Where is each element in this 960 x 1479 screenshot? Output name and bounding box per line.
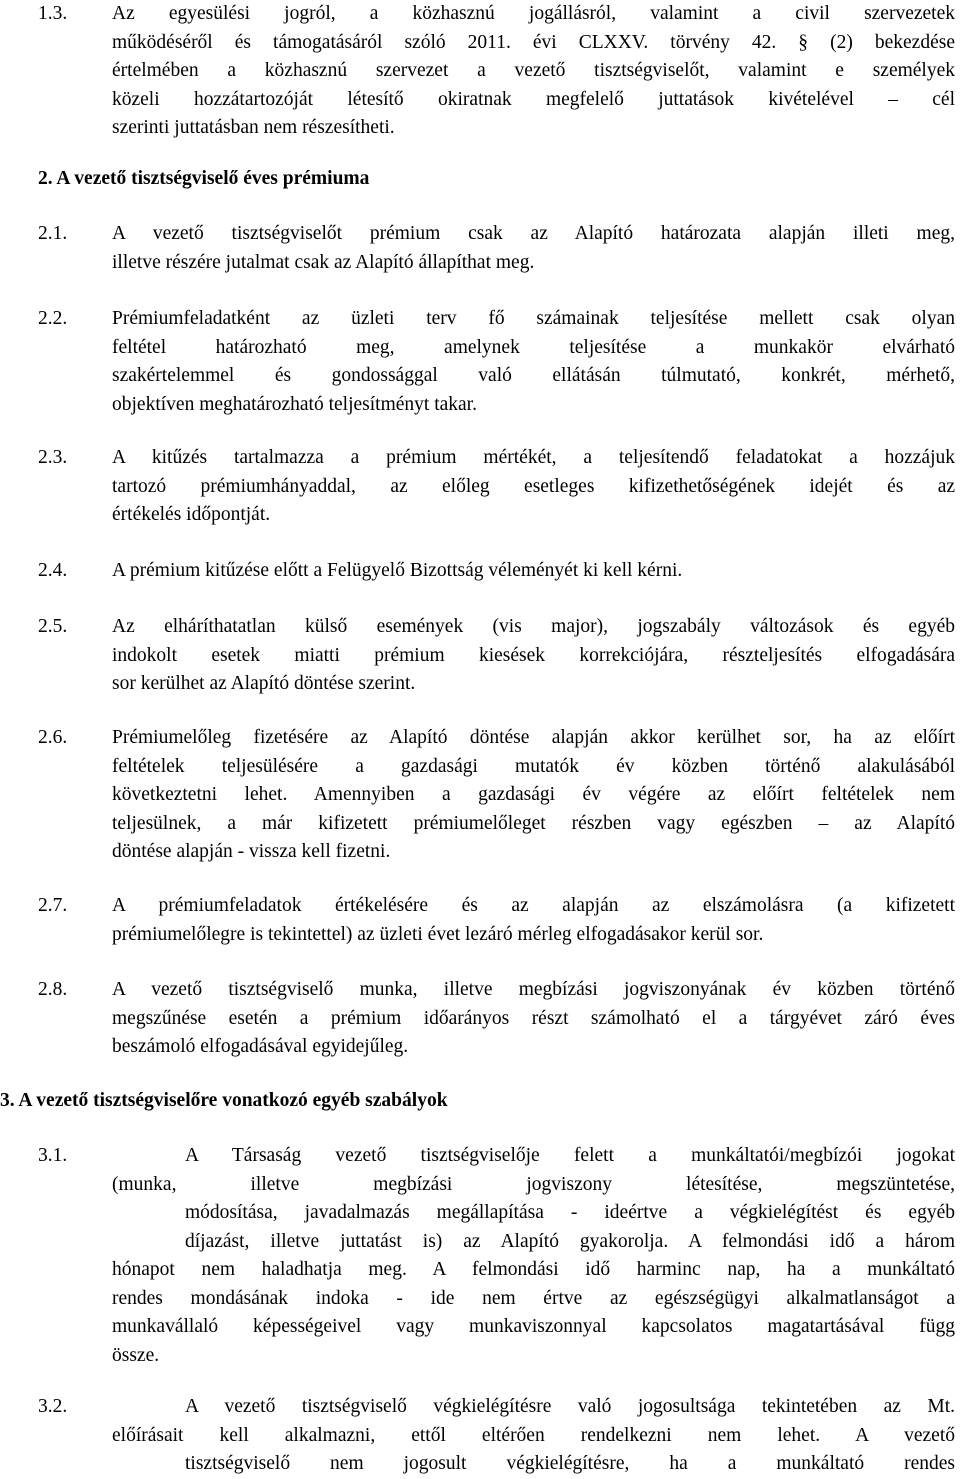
paragraph-text — [112, 305, 955, 419]
text-line: szerinti juttatásban nem részesítheti. — [112, 117, 395, 138]
text-line: döntése alapján - vissza kell fizetni. — [112, 841, 391, 862]
paragraph-number: 2.1. — [38, 223, 68, 244]
text-line: módosítása, javadalmazás megállapítása - ideértve a végkielégítést és egyéb — [185, 1202, 955, 1223]
text-line: A vezető tisztségviselő munka, illetve megbízási jogviszonyának év közben történő — [112, 979, 955, 1000]
paragraph-text — [112, 0, 955, 143]
paragraph-number: 2.8. — [38, 979, 68, 1000]
text-line: össze. — [112, 1344, 160, 1366]
paragraph-number: 3.2. — [38, 1396, 68, 1417]
text-line: teljesülnek, a már kifizetett prémiumelőleget részben vagy egészben – az Alapító — [112, 812, 955, 834]
text-line: A Társaság vezető tisztségviselője felett a munkáltatói/megbízói jogokat — [185, 1145, 955, 1166]
text-line: előírásait kell alkalmazni, ettől eltérően rendelkezni nem lehet. A vezető — [112, 1424, 955, 1446]
paragraph-number: 2.7. — [38, 895, 68, 916]
text-line: közeli hozzátartozóját létesítő okiratnak megfelelő juttatások kivételével – cél — [112, 88, 955, 110]
text-line: A kitűzés tartalmazza a prémium mértékét, a teljesítendő feladatokat a hozzájuk — [112, 447, 955, 468]
paragraph-number: 2.2. — [38, 308, 68, 329]
text-line: beszámoló elfogadásával egyidejűleg. — [112, 1036, 409, 1057]
text-line: rendes mondásának indoka - ide nem értve az egészségügyi alkalmatlanságot a — [112, 1287, 955, 1309]
text-line: következtetni lehet. Amennyiben a gazdasági év végére az előírt feltételek nem — [112, 784, 955, 805]
paragraph-text — [112, 557, 955, 586]
paragraph-number: 2.6. — [38, 727, 68, 748]
paragraph-text — [112, 613, 955, 699]
paragraph-number: 2.4. — [38, 560, 68, 581]
text-line: díjazást, illetve juttatást is) az Alapító gyakorolja. A felmondási idő a három — [185, 1230, 955, 1252]
text-line: prémiumelőlegre is tekintettel) az üzleti évet lezáró mérleg elfogadásakor kerül sor. — [112, 923, 764, 945]
text-line: A prémiumfeladatok értékelésére és az alapján az elszámolásra (a kifizetett — [112, 895, 955, 916]
paragraph-text — [112, 976, 955, 1062]
paragraph-number: 2.5. — [38, 616, 68, 637]
paragraph-text — [112, 444, 955, 530]
text-line: indokolt esetek miatti prémium kiesések korrekciójára, részteljesítés elfogadására — [112, 644, 955, 666]
text-line: értelmében a közhasznú szervezet a vezető tisztségviselőt, valamint e személyek — [112, 60, 955, 81]
text-line: illetve részére jutalmat csak az Alapító állapíthat meg. — [112, 251, 535, 273]
text-line: feltételek teljesülésére a gazdasági mutatók év közben történő alakulásából — [112, 755, 955, 777]
paragraph-text — [112, 220, 955, 277]
text-line: munkavállaló képességeivel vagy munkaviszonnyal kapcsolatos magatartásával függ — [112, 1316, 955, 1337]
text-line: értékelés időpontját. — [112, 504, 271, 525]
paragraph-number: 3.1. — [38, 1145, 68, 1166]
text-line: hónapot nem haladhatja meg. A felmondási idő harminc nap, ha a munkáltató — [112, 1259, 955, 1280]
paragraph-text — [112, 892, 955, 949]
paragraph-number: 2.3. — [38, 447, 68, 468]
text-line: sor kerülhet az Alapító döntése szerint. — [112, 673, 416, 694]
text-line: Az egyesülési jogról, a közhasznú jogállásról, valamint a civil szervezetek — [112, 3, 955, 24]
paragraph-text — [112, 724, 955, 867]
paragraph-text — [112, 1142, 955, 1370]
section-heading-2: 2. A vezető tisztségviselő éves prémiuma — [38, 168, 370, 189]
text-line: Az elháríthatatlan külső események (vis major), jogszabály változások és egyéb — [112, 616, 955, 637]
text-line: tartozó prémiumhányaddal, az előleg esetleges kifizethetőségének idejét és az — [112, 475, 955, 497]
text-line: feltétel határozható meg, amelynek teljesítése a munkakör elvárható — [112, 336, 955, 358]
paragraph-text — [112, 1393, 955, 1479]
text-line: működéséről és támogatásáról szóló 2011. évi CLXXV. törvény 42. § (2) bekezdése — [112, 31, 955, 53]
text-line: (munka, illetve megbízási jogviszony létesítése, megszüntetése, — [112, 1173, 955, 1195]
text-line: szakértelemmel és gondossággal való ellátásán túlmutató, konkrét, mérhető, — [112, 365, 955, 386]
text-line: objektíven meghatározható teljesítményt takar. — [112, 393, 477, 415]
text-line: A prémium kitűzése előtt a Felügyelő Bizottság véleményét ki kell kérni. — [112, 560, 683, 581]
text-line: megszűnése esetén a prémium időarányos részt számolható el a tárgyévet záró éves — [112, 1007, 955, 1029]
text-line: A vezető tisztségviselő végkielégítésre való jogosultsága tekintetében az Mt. — [185, 1396, 955, 1417]
text-line: Prémiumfeladatként az üzleti terv fő számainak teljesítése mellett csak olyan — [112, 308, 955, 329]
text-line: A vezető tisztségviselőt prémium csak az Alapító határozata alapján illeti meg, — [112, 223, 955, 244]
section-heading-3: 3. A vezető tisztségviselőre vonatkozó egyéb szabályok — [0, 1090, 448, 1111]
text-line: tisztségviselő nem jogosult végkielégítésre, ha a munkáltató rendes — [185, 1453, 955, 1474]
paragraph-number: 1.3. — [38, 3, 68, 24]
text-line: Prémiumelőleg fizetésére az Alapító döntése alapján akkor kerülhet sor, ha az előírt — [112, 727, 955, 748]
